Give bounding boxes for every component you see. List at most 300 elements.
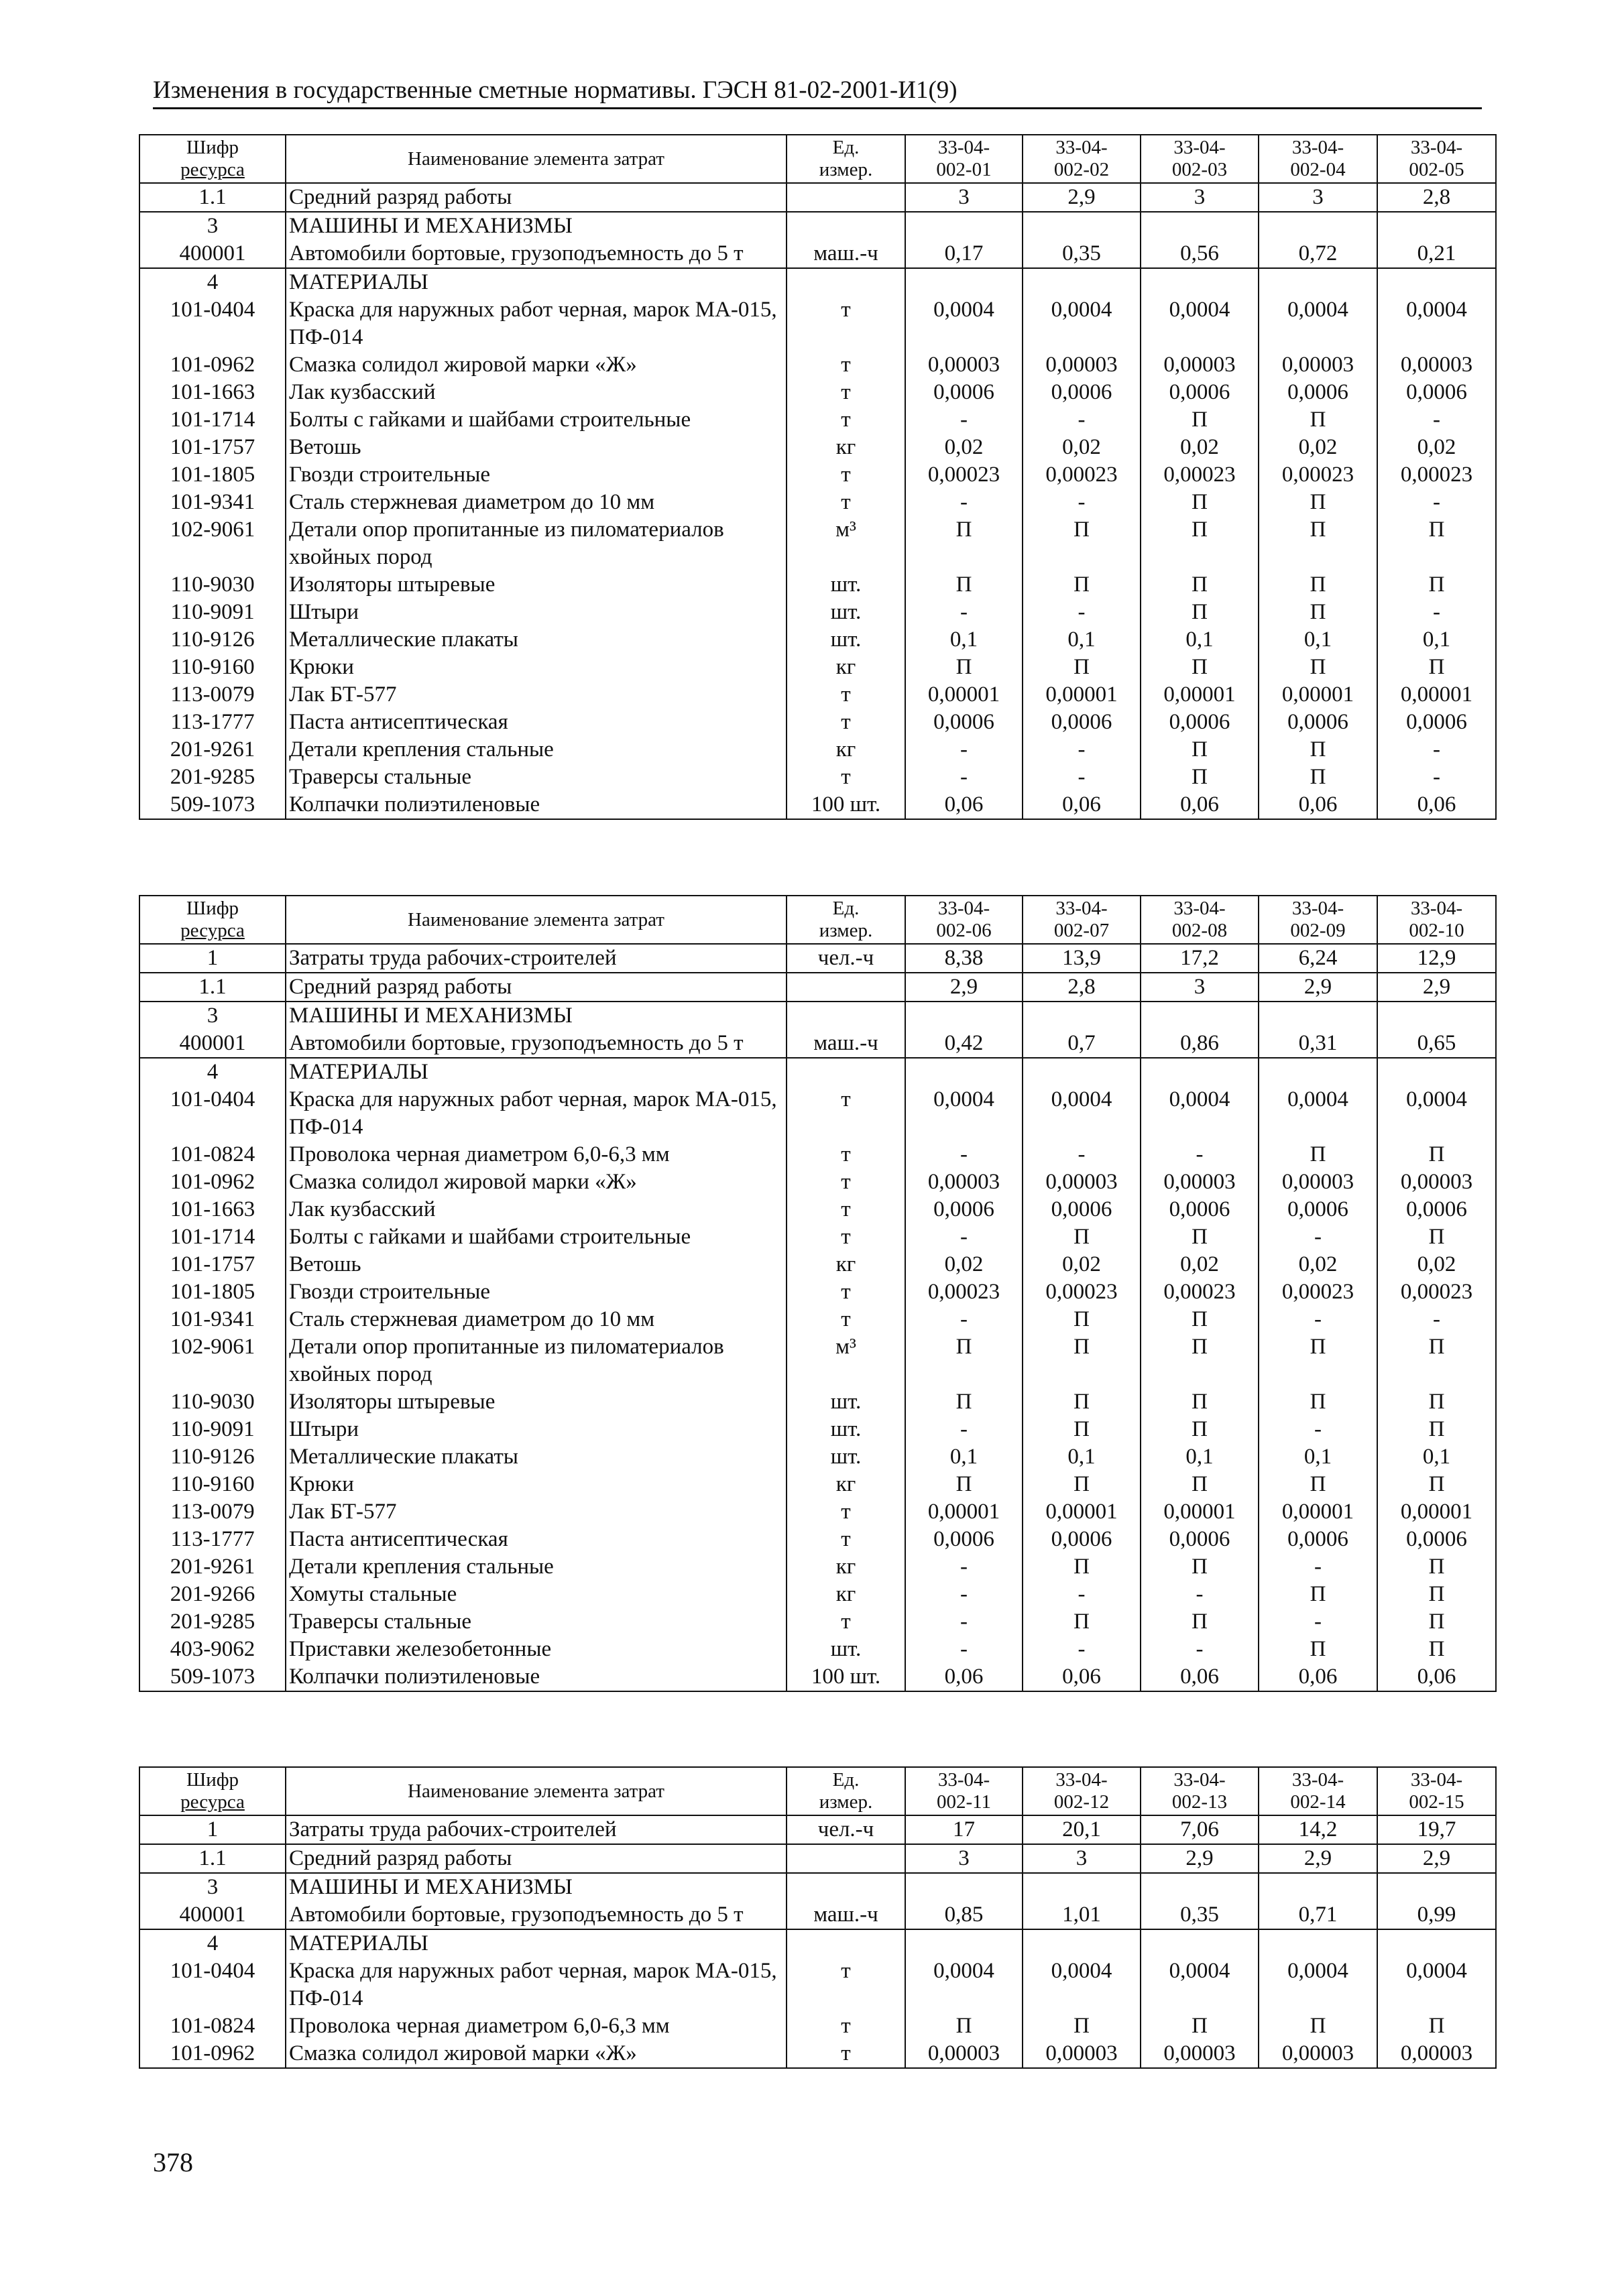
resource-value: П	[905, 1333, 1023, 1388]
resource-value: 0,0004	[905, 296, 1023, 351]
header-row	[139, 1767, 1496, 1815]
resource-code: 101-0962	[139, 1168, 286, 1196]
norm-code-top: 33-04-	[1410, 137, 1463, 158]
resource-value: 0,00003	[1023, 351, 1141, 379]
resource-name: Проволока черная диаметром 6,0-6,3 мм	[286, 1141, 787, 1168]
norm-code-top: 33-04-	[1055, 1769, 1108, 1791]
resource-value: 0,00003	[905, 351, 1023, 379]
resource-name: Крюки	[286, 1471, 787, 1498]
resource-value	[1141, 1929, 1259, 1957]
resource-code: 101-0962	[139, 2040, 286, 2068]
resource-value: -	[905, 764, 1023, 791]
resource-value: 0,1	[1377, 626, 1496, 654]
resource-row	[139, 489, 1496, 516]
resource-value: 0,02	[1141, 434, 1259, 461]
resource-name: Гвозди строительные	[286, 461, 787, 489]
resource-value: П	[1259, 736, 1377, 764]
resource-name: Затраты труда рабочих-строителей	[286, 1815, 787, 1844]
resource-value: 0,02	[905, 434, 1023, 461]
resource-value: П	[1377, 1388, 1496, 1416]
resource-value: П	[1259, 764, 1377, 791]
resource-value	[905, 1929, 1023, 1957]
resource-value: 0,00023	[1259, 461, 1377, 489]
resource-value: 0,02	[1377, 1251, 1496, 1278]
resource-value: 17	[905, 1815, 1023, 1844]
resource-value: П	[1023, 516, 1141, 571]
norm-code-bottom: 002-05	[1409, 159, 1464, 180]
resource-code: 400001	[139, 240, 286, 268]
resource-code: 101-0404	[139, 296, 286, 351]
resource-value: 19,7	[1377, 1815, 1496, 1844]
resource-name: Металлические плакаты	[286, 626, 787, 654]
resource-code: 509-1073	[139, 1663, 286, 1691]
resource-value: -	[905, 1141, 1023, 1168]
resource-value	[1141, 1058, 1259, 1086]
header-norm-code	[1141, 1767, 1259, 1815]
resource-value: 0,0006	[905, 709, 1023, 736]
resource-value: 0,00003	[1023, 1168, 1141, 1196]
resource-value: -	[905, 599, 1023, 626]
norm-table-1	[139, 134, 1497, 820]
header-norm-code	[905, 896, 1023, 944]
resource-unit: т	[787, 351, 905, 379]
section-title: МАШИНЫ И МЕХАНИЗМЫ	[286, 212, 787, 240]
resource-row	[139, 1030, 1496, 1058]
resource-row	[139, 461, 1496, 489]
resource-code: 110-9091	[139, 1416, 286, 1443]
header-unit-bottom: измер.	[819, 1791, 873, 1813]
resource-value: 0,06	[1141, 791, 1259, 819]
resource-value: 0,7	[1023, 1030, 1141, 1058]
resource-unit: 100 шт.	[787, 791, 905, 819]
resource-code: 102-9061	[139, 516, 286, 571]
resource-value: 0,0006	[1023, 1526, 1141, 1553]
resource-unit	[787, 268, 905, 296]
resource-value: 0,0004	[1259, 1957, 1377, 2012]
section-row	[139, 1058, 1496, 1086]
resource-row	[139, 1498, 1496, 1526]
norm-code-bottom: 002-09	[1290, 920, 1346, 941]
section-row	[139, 1929, 1496, 1957]
resource-unit: шт.	[787, 599, 905, 626]
resource-value: 0,06	[1141, 1663, 1259, 1691]
resource-value: -	[905, 489, 1023, 516]
header-norm-code	[1259, 1767, 1377, 1815]
resource-value: 0,00003	[1141, 351, 1259, 379]
resource-value	[1377, 1873, 1496, 1901]
norm-code-top: 33-04-	[1055, 137, 1108, 158]
resource-value: -	[905, 1608, 1023, 1636]
resource-value: -	[905, 1581, 1023, 1608]
resource-value	[1141, 268, 1259, 296]
resource-value: 0,1	[1259, 626, 1377, 654]
resource-value: 0,99	[1377, 1901, 1496, 1929]
resource-unit: шт.	[787, 1388, 905, 1416]
resource-code: 1.1	[139, 973, 286, 1002]
resource-value: 0,00001	[905, 681, 1023, 709]
resource-code: 3	[139, 1002, 286, 1030]
resource-value: 17,2	[1141, 944, 1259, 973]
norm-code-top: 33-04-	[937, 898, 990, 919]
resource-row	[139, 709, 1496, 736]
section-row	[139, 1002, 1496, 1030]
section-title: МАТЕРИАЛЫ	[286, 268, 787, 296]
resource-value: П	[1259, 1581, 1377, 1608]
resource-unit: кг	[787, 1553, 905, 1581]
resource-code: 4	[139, 1929, 286, 1957]
resource-row	[139, 1443, 1496, 1471]
norm-code-bottom: 002-01	[936, 159, 992, 180]
resource-unit: шт.	[787, 1636, 905, 1663]
resource-value	[905, 268, 1023, 296]
resource-value: П	[1377, 1471, 1496, 1498]
norm-code-top: 33-04-	[1291, 137, 1344, 158]
resource-value: 0,56	[1141, 240, 1259, 268]
resource-name: Паста антисептическая	[286, 709, 787, 736]
resource-value: 0,0006	[1023, 709, 1141, 736]
resource-value: 0,02	[1377, 434, 1496, 461]
resource-value: П	[1141, 599, 1259, 626]
resource-value: 0,00001	[1377, 681, 1496, 709]
resource-value: 0,65	[1377, 1030, 1496, 1058]
resource-value	[1259, 268, 1377, 296]
resource-row	[139, 2012, 1496, 2040]
resource-value	[1023, 268, 1141, 296]
resource-value: П	[1141, 764, 1259, 791]
resource-name: Паста антисептическая	[286, 1526, 787, 1553]
resource-unit: чел.-ч	[787, 944, 905, 973]
resource-value: 0,35	[1023, 240, 1141, 268]
section-title: МАТЕРИАЛЫ	[286, 1929, 787, 1957]
resource-value: П	[1141, 1306, 1259, 1333]
resource-row	[139, 944, 1496, 973]
resource-name: Лак БТ-577	[286, 681, 787, 709]
norm-code-bottom: 002-08	[1171, 920, 1228, 941]
resource-name: Траверсы стальные	[286, 1608, 787, 1636]
resource-value: П	[1141, 1608, 1259, 1636]
resource-value: П	[905, 1471, 1023, 1498]
resource-row	[139, 1251, 1496, 1278]
resource-value: 8,38	[905, 944, 1023, 973]
resource-value: 0,06	[1259, 1663, 1377, 1691]
resource-unit: шт.	[787, 1443, 905, 1471]
header-norm-code	[1377, 1767, 1496, 1815]
resource-value	[1259, 1929, 1377, 1957]
section-title: МАТЕРИАЛЫ	[286, 1058, 787, 1086]
resource-value: 3	[1259, 183, 1377, 212]
resource-value: 0,42	[905, 1030, 1023, 1058]
header-unit-bottom: измер.	[819, 159, 873, 180]
header-unit	[787, 896, 905, 944]
resource-row	[139, 1388, 1496, 1416]
resource-unit	[787, 1058, 905, 1086]
norm-code-top: 33-04-	[1173, 137, 1226, 158]
resource-unit	[787, 183, 905, 212]
resource-value: 0,00003	[1141, 2040, 1259, 2068]
resource-value: 0,0006	[905, 379, 1023, 406]
resource-value: 0,00003	[905, 1168, 1023, 1196]
resource-row	[139, 1957, 1496, 2012]
resource-unit: т	[787, 764, 905, 791]
resource-code: 110-9030	[139, 1388, 286, 1416]
header-unit-top: Ед.	[832, 1769, 860, 1791]
norm-code-bottom: 002-07	[1053, 920, 1110, 941]
resource-unit	[787, 1002, 905, 1030]
header-name: Наименование элемента затрат	[286, 135, 787, 183]
resource-value: 0,0006	[1023, 379, 1141, 406]
resource-name: Проволока черная диаметром 6,0-6,3 мм	[286, 2012, 787, 2040]
resource-value: -	[1023, 1636, 1141, 1663]
resource-code: 101-1714	[139, 406, 286, 434]
resource-value: 0,00003	[1259, 1168, 1377, 1196]
page-header	[153, 75, 1482, 109]
resource-value: 14,2	[1259, 1815, 1377, 1844]
resource-value: П	[1259, 516, 1377, 571]
resource-value: П	[1377, 571, 1496, 599]
resource-name: Металлические плакаты	[286, 1443, 787, 1471]
resource-value: 0,1	[905, 626, 1023, 654]
resource-value: П	[1259, 654, 1377, 681]
resource-unit: м³	[787, 1333, 905, 1388]
resource-name: Траверсы стальные	[286, 764, 787, 791]
resource-name: Колпачки полиэтиленовые	[286, 1663, 787, 1691]
resource-code: 3	[139, 212, 286, 240]
resource-value: 0,0004	[1141, 296, 1259, 351]
resource-name: Средний разряд работы	[286, 1844, 787, 1873]
resource-code: 113-0079	[139, 681, 286, 709]
resource-row	[139, 791, 1496, 819]
resource-code: 201-9261	[139, 736, 286, 764]
resource-value: 0,0004	[905, 1086, 1023, 1141]
resource-value: 0,0004	[1141, 1086, 1259, 1141]
resource-value: -	[1023, 599, 1141, 626]
resource-unit: т	[787, 1306, 905, 1333]
norm-code-top: 33-04-	[1173, 1769, 1226, 1791]
resource-value: -	[1141, 1581, 1259, 1608]
norm-code-top: 33-04-	[1055, 898, 1108, 919]
resource-value: 0,02	[1259, 434, 1377, 461]
resource-row	[139, 1844, 1496, 1873]
resource-unit: т	[787, 1086, 905, 1141]
resource-row	[139, 1581, 1496, 1608]
resource-value: 0,0006	[1141, 1196, 1259, 1223]
resource-value: 0,00001	[1023, 1498, 1141, 1526]
resource-name: Смазка солидол жировой марки «Ж»	[286, 1168, 787, 1196]
resource-value: -	[1377, 406, 1496, 434]
resource-code: 101-1805	[139, 461, 286, 489]
resource-value: П	[1141, 1333, 1259, 1388]
resource-unit	[787, 973, 905, 1002]
resource-value: П	[1377, 1581, 1496, 1608]
resource-code: 101-0404	[139, 1957, 286, 2012]
resource-row	[139, 1901, 1496, 1929]
resource-code: 110-9030	[139, 571, 286, 599]
resource-value: 2,9	[905, 973, 1023, 1002]
resource-unit: кг	[787, 434, 905, 461]
resource-value: 0,02	[905, 1251, 1023, 1278]
resource-value: П	[1023, 1388, 1141, 1416]
resource-value: 0,06	[1259, 791, 1377, 819]
resource-value: П	[1023, 1306, 1141, 1333]
resource-value: П	[1259, 2012, 1377, 2040]
header-code	[139, 1767, 286, 1815]
resource-code: 110-9160	[139, 1471, 286, 1498]
header-row	[139, 135, 1496, 183]
resource-code: 113-0079	[139, 1498, 286, 1526]
resource-value: -	[1023, 1581, 1141, 1608]
resource-value: 0,00023	[1141, 461, 1259, 489]
resource-value: П	[1023, 1471, 1141, 1498]
resource-value: 0,31	[1259, 1030, 1377, 1058]
header-unit	[787, 135, 905, 183]
resource-row	[139, 654, 1496, 681]
resource-code: 1.1	[139, 1844, 286, 1873]
resource-value: П	[1259, 571, 1377, 599]
resource-value: 0,00001	[1141, 1498, 1259, 1526]
resource-code: 101-1663	[139, 379, 286, 406]
resource-name: Приставки железобетонные	[286, 1636, 787, 1663]
header-code-bottom: ресурса	[180, 920, 245, 941]
resource-name: Сталь стержневая диаметром до 10 мм	[286, 1306, 787, 1333]
resource-value: П	[1377, 1553, 1496, 1581]
resource-value: 0,71	[1259, 1901, 1377, 1929]
section-title: МАШИНЫ И МЕХАНИЗМЫ	[286, 1873, 787, 1901]
resource-name: Болты с гайками и шайбами строительные	[286, 406, 787, 434]
resource-code: 509-1073	[139, 791, 286, 819]
resource-value: 0,06	[1377, 1663, 1496, 1691]
resource-value: -	[1023, 764, 1141, 791]
resource-code: 101-1663	[139, 1196, 286, 1223]
resource-value: П	[1377, 1141, 1496, 1168]
resource-value: 0,0004	[1377, 296, 1496, 351]
resource-row	[139, 626, 1496, 654]
resource-unit: шт.	[787, 1416, 905, 1443]
resource-value: П	[1259, 489, 1377, 516]
resource-value: П	[1141, 1223, 1259, 1251]
norm-code-bottom: 002-11	[936, 1791, 992, 1813]
resource-name: Штыри	[286, 1416, 787, 1443]
resource-row	[139, 1636, 1496, 1663]
resource-value: 20,1	[1023, 1815, 1141, 1844]
resource-value: П	[1377, 1608, 1496, 1636]
resource-unit: маш.-ч	[787, 240, 905, 268]
resource-unit: кг	[787, 654, 905, 681]
resource-value: -	[905, 1223, 1023, 1251]
resource-code: 113-1777	[139, 1526, 286, 1553]
resource-value	[1141, 1873, 1259, 1901]
resource-value: -	[905, 406, 1023, 434]
resource-value: 0,00023	[905, 461, 1023, 489]
header-norm-code	[1377, 896, 1496, 944]
resource-unit: т	[787, 2040, 905, 2068]
resource-value: 0,0006	[1377, 1526, 1496, 1553]
resource-value: 0,21	[1377, 240, 1496, 268]
resource-name: Гвозди строительные	[286, 1278, 787, 1306]
header-norm-code	[1141, 135, 1259, 183]
resource-row	[139, 516, 1496, 571]
resource-value: 0,06	[1023, 1663, 1141, 1691]
resource-value: 0,1	[1377, 1443, 1496, 1471]
resource-value: 0,85	[905, 1901, 1023, 1929]
resource-value	[905, 1873, 1023, 1901]
resource-unit: т	[787, 406, 905, 434]
header-norm-code	[1023, 896, 1141, 944]
resource-value: 0,00001	[1141, 681, 1259, 709]
resource-unit: т	[787, 1526, 905, 1553]
norm-code-bottom: 002-13	[1171, 1791, 1228, 1813]
resource-value: П	[1259, 1333, 1377, 1388]
resource-value: 0,0006	[1259, 709, 1377, 736]
resource-name: Детали крепления стальные	[286, 736, 787, 764]
resource-value: 0,0004	[1023, 1086, 1141, 1141]
resource-value: 0,0006	[1141, 709, 1259, 736]
resource-name: Автомобили бортовые, грузоподъемность до 5 т	[286, 1901, 787, 1929]
resource-value: П	[1141, 736, 1259, 764]
resource-code: 101-1757	[139, 1251, 286, 1278]
resource-row	[139, 1553, 1496, 1581]
resource-name: Детали опор пропитанные из пиломатериалов хвойных пород	[286, 1333, 787, 1388]
resource-code: 110-9091	[139, 599, 286, 626]
header-code-top: Шифр	[186, 137, 239, 158]
resource-value: 2,9	[1023, 183, 1141, 212]
resource-value: 2,9	[1259, 973, 1377, 1002]
resource-name: Смазка солидол жировой марки «Ж»	[286, 351, 787, 379]
resource-value: -	[1259, 1553, 1377, 1581]
resource-name: Затраты труда рабочих-строителей	[286, 944, 787, 973]
resource-value: П	[1023, 1553, 1141, 1581]
resource-row	[139, 1471, 1496, 1498]
resource-unit: т	[787, 1168, 905, 1196]
resource-unit: кг	[787, 1471, 905, 1498]
resource-name: Краска для наружных работ черная, марок МА-015, ПФ-014	[286, 1086, 787, 1141]
resource-name: Сталь стержневая диаметром до 10 мм	[286, 489, 787, 516]
resource-value: П	[905, 571, 1023, 599]
norm-code-top: 33-04-	[1410, 898, 1463, 919]
resource-value	[905, 212, 1023, 240]
resource-value: 0,1	[905, 1443, 1023, 1471]
resource-code: 4	[139, 268, 286, 296]
resource-row	[139, 1333, 1496, 1388]
resource-value	[1377, 1058, 1496, 1086]
resource-value	[905, 1058, 1023, 1086]
resource-unit: кг	[787, 1251, 905, 1278]
resource-name: Ветошь	[286, 1251, 787, 1278]
resource-unit: шт.	[787, 626, 905, 654]
resource-value: -	[1259, 1223, 1377, 1251]
resource-value	[1023, 1058, 1141, 1086]
resource-value: -	[905, 1636, 1023, 1663]
resource-value: П	[1377, 1416, 1496, 1443]
section-row	[139, 212, 1496, 240]
resource-row	[139, 1141, 1496, 1168]
resource-unit: т	[787, 681, 905, 709]
resource-row	[139, 973, 1496, 1002]
resource-value: 0,00023	[1259, 1278, 1377, 1306]
resource-code: 101-0404	[139, 1086, 286, 1141]
resource-value: 2,9	[1141, 1844, 1259, 1873]
resource-value	[1259, 212, 1377, 240]
resource-value: 0,00003	[1023, 2040, 1141, 2068]
resource-value: 0,0006	[1259, 1196, 1377, 1223]
resource-unit	[787, 212, 905, 240]
resource-row	[139, 351, 1496, 379]
resource-value: П	[905, 516, 1023, 571]
resource-value: -	[1023, 489, 1141, 516]
norm-code-top: 33-04-	[937, 1769, 990, 1791]
header-norm-code	[1259, 896, 1377, 944]
resource-code: 1.1	[139, 183, 286, 212]
resource-value: 0,02	[1023, 434, 1141, 461]
